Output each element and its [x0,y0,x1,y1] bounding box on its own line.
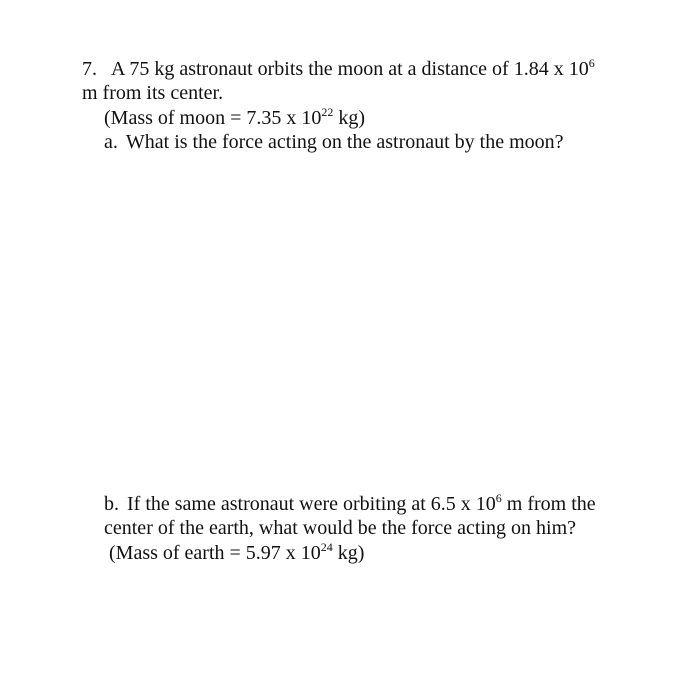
part-b-line-2 [104,516,576,540]
earth-mass-unit: kg) [337,542,365,564]
moon-mass-text: (Mass of moon = 7.35 x 10 [104,107,322,129]
earth-mass-text: (Mass of earth = 5.97 x 10 [109,542,321,564]
part-a [104,130,564,154]
earth-distance-exponent: 6 [495,491,502,505]
part-b-text-suffix: m from the [506,493,596,515]
question-stem-continued: m from its center. [82,82,224,104]
moon-mass-exponent: 22 [321,105,334,119]
moon-mass-note [104,106,365,130]
question-stem: A 75 kg astronaut orbits the moon at a distance of 1.84 x 10 [111,58,589,80]
question-number: 7. [82,58,97,80]
part-a-text: What is the force acting on the astronaut by the moon? [125,131,564,153]
part-b-text-continued: center of the earth, what would be the force acting on him? [104,517,577,539]
earth-mass-exponent: 24 [320,540,333,554]
moon-mass-unit: kg) [338,107,366,129]
part-a-label: a. [104,131,118,153]
part-b-line-1 [104,492,596,516]
distance-exponent: 6 [588,56,595,70]
part-b-text: If the same astronaut were orbiting at 6.5 x 10 [127,493,496,515]
part-b-label: b. [104,493,119,515]
question-stem-line-1 [82,57,595,81]
question-stem-line-2 [82,81,223,105]
earth-mass-note [109,541,364,565]
